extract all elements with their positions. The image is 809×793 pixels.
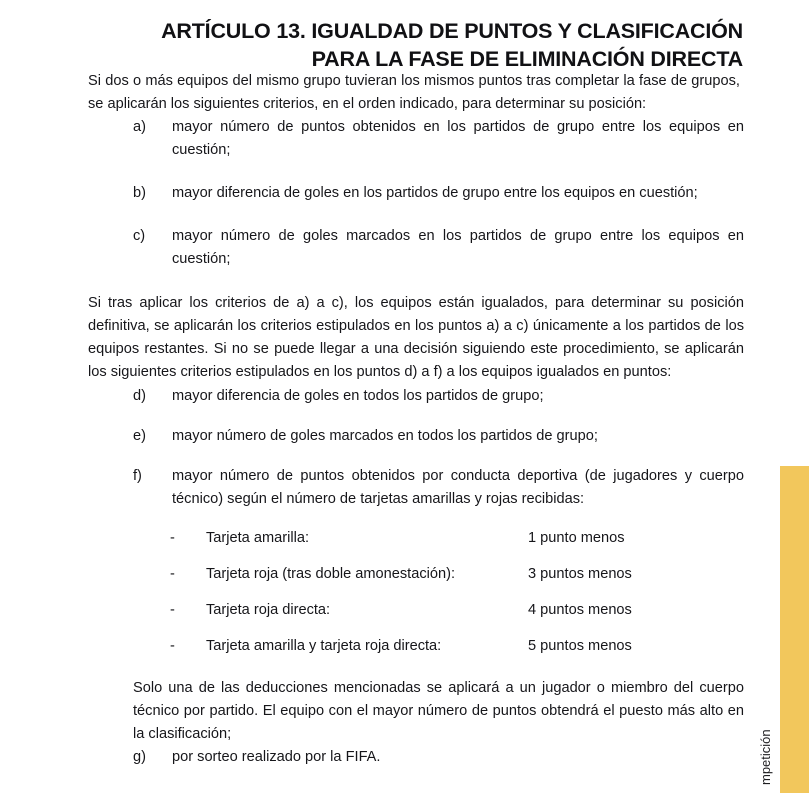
card-penalty-value: 4 puntos menos: [528, 601, 632, 618]
card-penalty-value: 3 puntos menos: [528, 565, 632, 582]
list-item-text: mayor número de puntos obtenidos en los partidos de grupo entre los equipos en cuestión;: [172, 119, 744, 159]
list-item: [88, 565, 744, 601]
list-item: [88, 601, 744, 637]
list-item: [88, 385, 744, 408]
card-penalty-label: Tarjeta roja directa:: [206, 601, 331, 618]
list-item-marker: b): [133, 185, 146, 202]
list-item: [88, 746, 744, 769]
intro-paragraph: Si dos o más equipos del mismo grupo tuvieran los mismos puntos tras completar la fase de grupos, se aplicarán los siguientes criterios, en el orden indicado, para determinar su posición:: [88, 73, 740, 113]
middle-paragraph: Si tras aplicar los criterios de a) a c), los equipos están igualados, para determinar su posición definitiva, se aplicarán los criterios estipulados en los puntos a) a c) únicamente a los partidos de los equipos restantes. Si no se puede llegar a una decisión siguiendo este procedimiento, se aplicarán los siguientes criterios estipulados en los puntos d) a f) a los equipos igualados en puntos:: [88, 295, 744, 381]
closing-paragraph: Solo una de las deducciones mencionadas se aplicará a un jugador o miembro del cuerpo técnico por partido. El equipo con el mayor número de puntos obtendrá el puesto más alto en la clasificación;: [133, 679, 744, 742]
dash-bullet-icon: -: [170, 529, 175, 546]
card-penalty-label: Tarjeta amarilla y tarjeta roja directa:: [206, 637, 442, 654]
list-item-text: mayor número de puntos obtenidos por conducta deportiva (de jugadores y cuerpo técnico) según el número de tarjetas amarillas y rojas recibidas:: [172, 467, 744, 507]
dash-bullet-icon: -: [170, 637, 175, 654]
criteria-list-def: [88, 385, 744, 511]
section-tab-label: mpetición: [758, 729, 773, 785]
card-penalty-label: Tarjeta roja (tras doble amonestación):: [206, 565, 456, 582]
list-item-text: por sorteo realizado por la FIFA.: [172, 748, 381, 765]
list-item: [88, 637, 744, 673]
list-item-marker: f): [133, 467, 142, 484]
list-item: [88, 425, 744, 448]
list-item: [88, 225, 744, 271]
list-item: [88, 116, 744, 162]
list-item-marker: d): [133, 387, 146, 404]
section-tab-competicion[interactable]: [758, 466, 809, 793]
list-item-text: mayor número de goles marcados en todos los partidos de grupo;: [172, 427, 598, 444]
criteria-list-abc: [88, 116, 744, 271]
body-column: [88, 70, 744, 769]
criteria-list-g: [88, 746, 744, 769]
list-item-marker: g): [133, 748, 146, 765]
list-item-marker: c): [133, 228, 146, 245]
card-penalty-label: Tarjeta amarilla:: [206, 529, 310, 546]
list-item-marker: a): [133, 119, 146, 136]
list-item-text: mayor diferencia de goles en los partidos de grupo entre los equipos en cuestión;: [172, 185, 698, 202]
card-penalty-value: 1 punto menos: [528, 529, 625, 546]
page-title-line-1: ARTÍCULO 13. IGUALDAD DE PUNTOS Y CLASIFICACIÓN: [161, 19, 743, 44]
list-item: [88, 182, 744, 205]
dash-bullet-icon: -: [170, 565, 175, 582]
list-item: [88, 465, 744, 511]
card-penalty-list: [88, 529, 744, 673]
dash-bullet-icon: -: [170, 601, 175, 618]
page-title: [88, 18, 743, 73]
list-item-text: mayor número de goles marcados en los partidos de grupo entre los equipos en cuestión;: [172, 228, 744, 268]
list-item: [88, 529, 744, 565]
list-item-marker: e): [133, 427, 146, 444]
page-title-line-2: PARA LA FASE DE ELIMINACIÓN DIRECTA: [311, 47, 743, 72]
card-penalty-value: 5 puntos menos: [528, 637, 632, 654]
list-item-text: mayor diferencia de goles en todos los partidos de grupo;: [172, 387, 544, 404]
